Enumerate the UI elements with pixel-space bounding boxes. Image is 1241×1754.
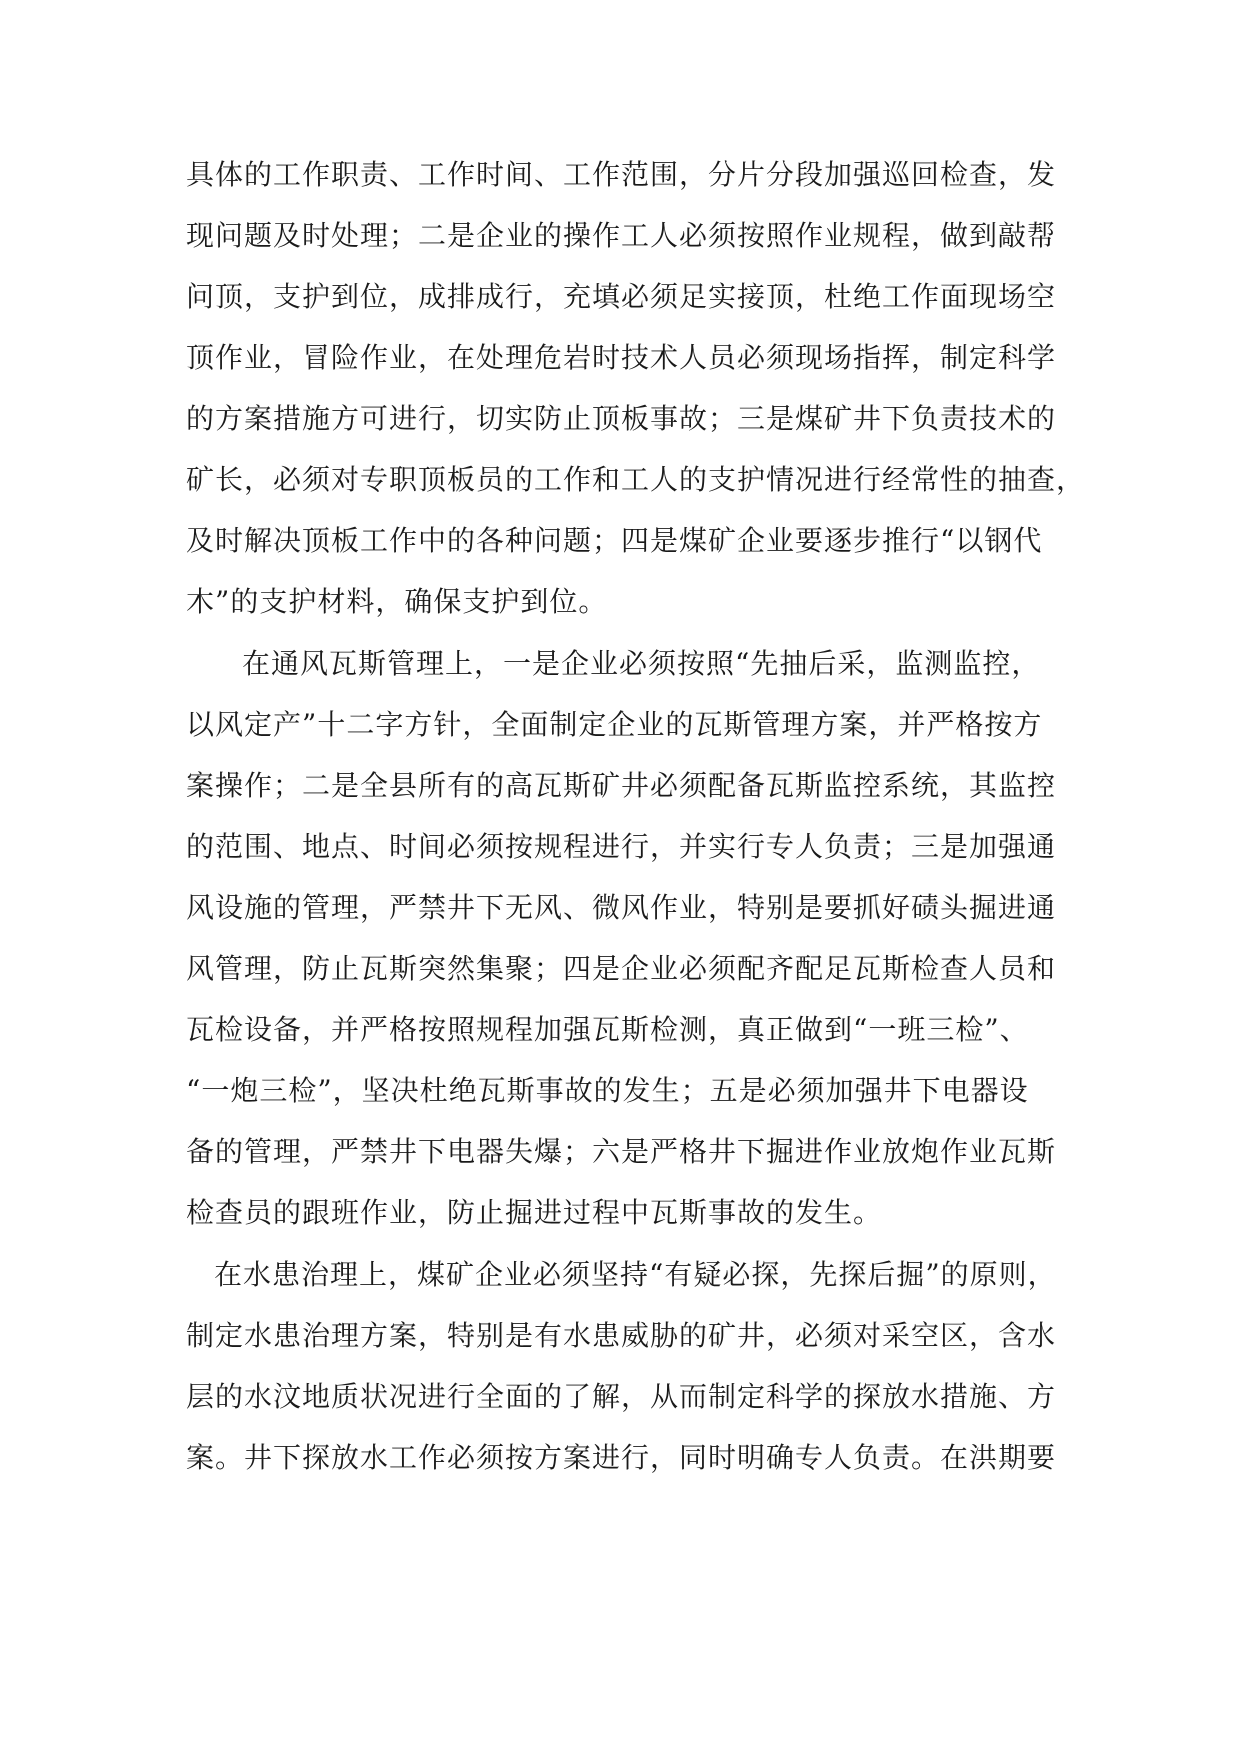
text-line: 问顶，支护到位，成排成行，充填必须足实接顶，杜绝工作面现场空 (186, 280, 1057, 313)
text-line: 现问题及时处理；二是企业的操作工人必须按照作业规程，做到敲帮 (186, 219, 1057, 252)
paragraph-first-line: 在水患治理上，煤矿企业必须坚持“有疑必探，先探后掘”的原则， (214, 1258, 1057, 1291)
text-line: 检查员的跟班作业，防止掘进过程中瓦斯事故的发生。 (186, 1196, 883, 1229)
text-line: 风管理，防止瓦斯突然集聚；四是企业必须配齐配足瓦斯检查人员和 (186, 952, 1057, 985)
text-line: 矿长，必须对专职顶板员的工作和工人的支护情况进行经常性的抽查， (186, 463, 1086, 496)
text-line: 顶作业，冒险作业，在处理危岩时技术人员必须现场指挥，制定科学 (186, 341, 1057, 374)
text-line: 的方案措施方可进行，切实防止顶板事故；三是煤矿井下负责技术的 (186, 402, 1057, 435)
text-line: 备的管理，严禁井下电器失爆；六是严格井下掘进作业放炮作业瓦斯 (186, 1135, 1057, 1168)
text-line: 案操作；二是全县所有的高瓦斯矿井必须配备瓦斯监控系统，其监控 (186, 769, 1057, 802)
text-line: “一炮三检”，坚决杜绝瓦斯事故的发生；五是必须加强井下电器设 (186, 1074, 1029, 1107)
text-line: 具体的工作职责、工作时间、工作范围，分片分段加强巡回检查，发 (186, 158, 1057, 191)
text-line: 的范围、地点、时间必须按规程进行，并实行专人负责；三是加强通 (186, 830, 1057, 863)
text-line: 以风定产”十二字方针，全面制定企业的瓦斯管理方案，并严格按方 (186, 708, 1043, 741)
paragraph-first-line: 在通风瓦斯管理上，一是企业必须按照“先抽后采，监测监控， (242, 647, 1041, 680)
text-line: 及时解决顶板工作中的各种问题；四是煤矿企业要逐步推行“以钢代 (186, 524, 1043, 557)
text-line: 层的水汶地质状况进行全面的了解，从而制定科学的探放水措施、方 (186, 1380, 1057, 1413)
text-line: 木”的支护材料，确保支护到位。 (186, 585, 608, 618)
text-line: 案。井下探放水工作必须按方案进行，同时明确专人负责。在洪期要 (186, 1441, 1057, 1474)
text-line: 制定水患治理方案，特别是有水患威胁的矿井，必须对采空区，含水 (186, 1319, 1057, 1352)
text-line: 风设施的管理，严禁井下无风、微风作业，特别是要抓好碛头掘进通 (186, 891, 1057, 924)
text-line: 瓦检设备，并严格按照规程加强瓦斯检测，真正做到“一班三检”、 (186, 1013, 1029, 1046)
